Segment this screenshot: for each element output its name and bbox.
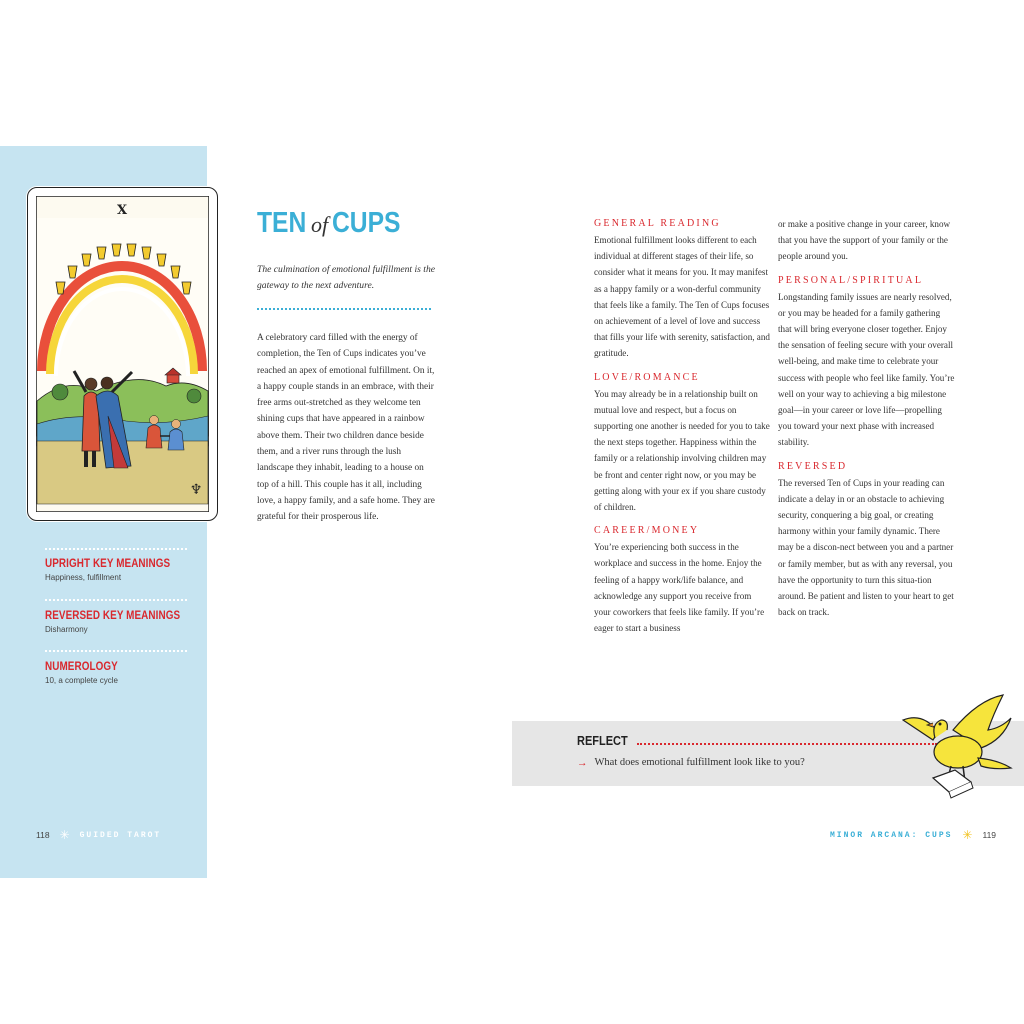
footer-left xyxy=(36,828,161,842)
star-icon: ✳ xyxy=(962,828,973,842)
numerology-title: NUMEROLOGY xyxy=(45,661,118,673)
intro-paragraph: A celebratory card filled with the energy of completion, the Ten of Cups indicates you’ve reached an apex of emotional fulfillment. On it, a happy couple stands in an embrace, with their free arms out-stretched as they welcome ten shining cups that have appeared in a rainbow above them. Their two children dance beside them, and a river runs through the lush landscape they inhabit, leading to a house on top of a hill. This couple has it all, including love, a happy family, and a safe home. They are grateful for their prosperous life. xyxy=(257,333,435,523)
reflect-question-row xyxy=(577,757,805,769)
title-word-ten: TEN xyxy=(257,207,307,239)
divider xyxy=(45,548,187,550)
card-numeral: X xyxy=(116,203,128,218)
reflect-question: What does emotional fulfillment look like to you? xyxy=(594,757,805,768)
page-title xyxy=(257,207,413,240)
reflect-divider xyxy=(637,743,937,745)
ten-of-cups-illustration xyxy=(36,196,209,512)
footer-right xyxy=(830,828,996,842)
reversed-body: The reversed Ten of Cups in your reading can indicate a delay in or an obstacle to achieving security, conquering a big goal, or creating harmony within your family dynamic. There may be a discon-nect between you and a partner or family member, but as with any reversal, you have the opportunity to turn this situa-tion around. Be patient and listen to your heart to get back on track. xyxy=(778,477,954,618)
personal-spiritual-title: PERSONAL/SPIRITUAL xyxy=(778,274,924,286)
column-two xyxy=(778,216,956,628)
divider xyxy=(45,599,187,601)
personal-spiritual-body: Longstanding family issues are nearly resolved, or you may be headed for a family gathering that will bring everyone closer together. Enjoy the sensation of feeling secure with your overall well-being, and make time to celebrate your success with people who feel like family. You’re well on your way to achieving a big milestone goal—in your career or love life—propelling you toward your next phase with increased stability. xyxy=(778,291,955,448)
star-icon: ✳ xyxy=(59,828,70,842)
upright-meaning xyxy=(45,558,191,582)
love-romance-body: You may already be in a relationship built on mutual love and respect, but a focus on supporting one another is needed for you to take the next steps together. Happiness within the family or a relationship involving children may be front and center right now, or you may be getting along with your ex if you share custody of children. xyxy=(594,388,770,513)
reversed-title: REVERSED KEY MEANINGS xyxy=(45,610,181,622)
career-money-title: CAREER/MONEY xyxy=(594,525,700,537)
reflect-heading: REFLECT xyxy=(577,734,628,748)
page-number-left: 118 xyxy=(36,830,50,840)
page-number-right: 119 xyxy=(982,830,997,840)
running-head-left: GUIDED TAROT xyxy=(79,830,162,840)
numerology-meaning xyxy=(45,661,130,685)
svg-text:♆: ♆ xyxy=(189,482,203,498)
upright-text: Happiness, fulfillment xyxy=(45,573,122,582)
tarot-card-image xyxy=(27,187,218,521)
arrow-right-icon: → xyxy=(577,757,588,769)
reversed-meaning xyxy=(45,610,202,634)
upright-title: UPRIGHT KEY MEANINGS xyxy=(45,558,171,570)
career-money-body-continued: or make a positive change in your career, know that you have the support of your family or the people around you. xyxy=(778,219,951,262)
numerology-text: 10, a complete cycle xyxy=(45,676,118,685)
reversed-text: Disharmony xyxy=(45,625,88,634)
subtitle: The culmination of emotional fulfillment is the gateway to the next adventure. xyxy=(257,264,436,291)
love-romance-title: LOVE/ROMANCE xyxy=(594,371,700,383)
divider xyxy=(45,650,187,652)
career-money-body: You’re experiencing both success in the workplace and success in the home. Enjoy the feeling of a happy work/life balance, and acknowledge any support you receive from your coworkers that feels like family. If you’re eager to start a business xyxy=(594,542,765,634)
general-reading-body: Emotional fulfillment looks different to each individual at different stages of their life, so consider what it means for you. It may manifest as a happy family or a won-derful community that feels like a family. The Ten of Cups focuses on achievement of a level of love and success that fills your life with serenity, satisfaction, and gratitude. xyxy=(594,235,770,359)
general-reading-title: GENERAL READING xyxy=(594,218,721,229)
title-word-cups: CUPS xyxy=(332,207,401,239)
bird-illustration-icon xyxy=(893,690,1018,805)
subtitle-divider xyxy=(257,308,431,310)
running-head-right: MINOR ARCANA: CUPS xyxy=(830,830,953,840)
reversed-title-heading: REVERSED xyxy=(778,460,848,472)
column-one xyxy=(594,216,770,644)
title-connector: of xyxy=(311,212,329,237)
